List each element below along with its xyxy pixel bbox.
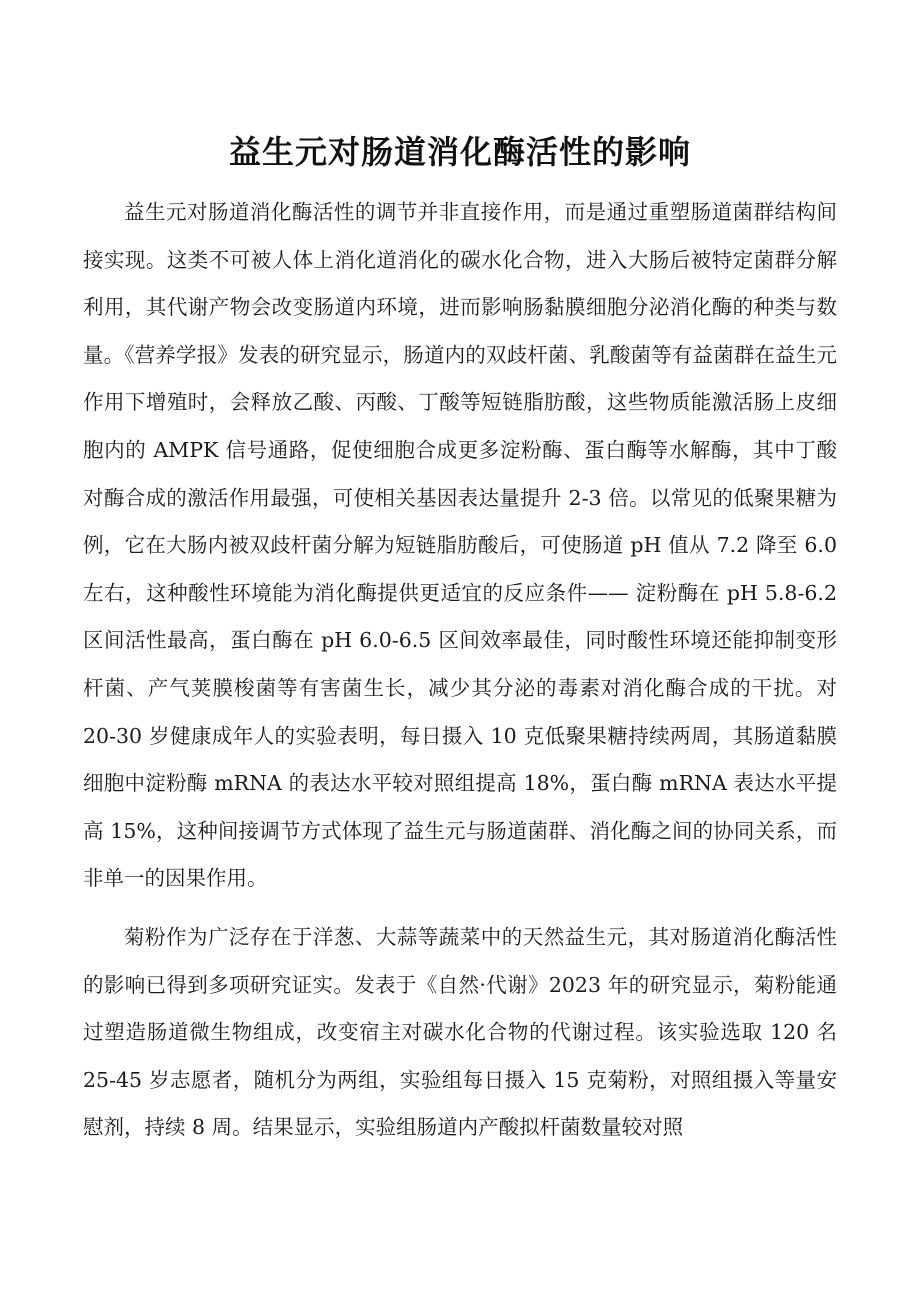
paragraph-2: 菊粉作为广泛存在于洋葱、大蒜等蔬菜中的天然益生元，其对肠道消化酶活性的影响已得到多项研究证实。发表于《自然·代谢》2023 年的研究显示，菊粉能通过塑造肠道微生物组成，改变宿主对碳水化合物的代谢过程。该实验选取 120 名 25-45 岁志愿者，随机分为两组，实验组每日摄入 15 克菊粉，对照组摄入等量安慰剂，持续 8 周。结果显示，实验组肠道内产酸拟杆菌数量较对照 — [83, 925, 837, 1140]
document-title: 益生元对肠道消化酶活性的影响 — [228, 133, 691, 171]
paragraph-1: 益生元对肠道消化酶活性的调节并非直接作用，而是通过重塑肠道菌群结构间接实现。这类不可被人体上消化道消化的碳水化合物，进入大肠后被特定菌群分解利用，其代谢产物会改变肠道内环境，进而影响肠黏膜细胞分泌消化酶的种类与数量。《营养学报》发表的研究显示，肠道内的双歧杆菌、乳酸菌等有益菌群在益生元作用下增殖时，会释放乙酸、丙酸、丁酸等短链脂肪酸，这些物质能激活肠上皮细胞内的 AMPK 信号通路，促使细胞合成更多淀粉酶、蛋白酶等水解酶，其中丁酸对酶合成的激活作用最强，可使相关基因表达量提升 2-3 倍。以常见的低聚果糖为例，它在大肠内被双歧杆菌分解为短链脂肪酸后，可使肠道 pH 值从 7.2 降至 6.0 左右，这种酸性环境能为消化酶提供更适宜的反应条件—— 淀粉酶在 pH 5.8-6.2 区间活性最高，蛋白酶在 pH 6.0-6.5 区间效率最佳，同时酸性环境还能抑制变形杆菌、产气荚膜梭菌等有害菌生长，减少其分泌的毒素对消化酶合成的干扰。对 20-30 岁健康成年人的实验表明，每日摄入 10 克低聚果糖持续两周，其肠道黏膜细胞中淀粉酶 mRNA 的表达水平较对照组提高 18%，蛋白酶 mRNA 表达水平提高 15%，这种间接调节方式体现了益生元与肠道菌群、消化酶之间的协同关系，而非单一的因果作用。 — [83, 200, 837, 891]
